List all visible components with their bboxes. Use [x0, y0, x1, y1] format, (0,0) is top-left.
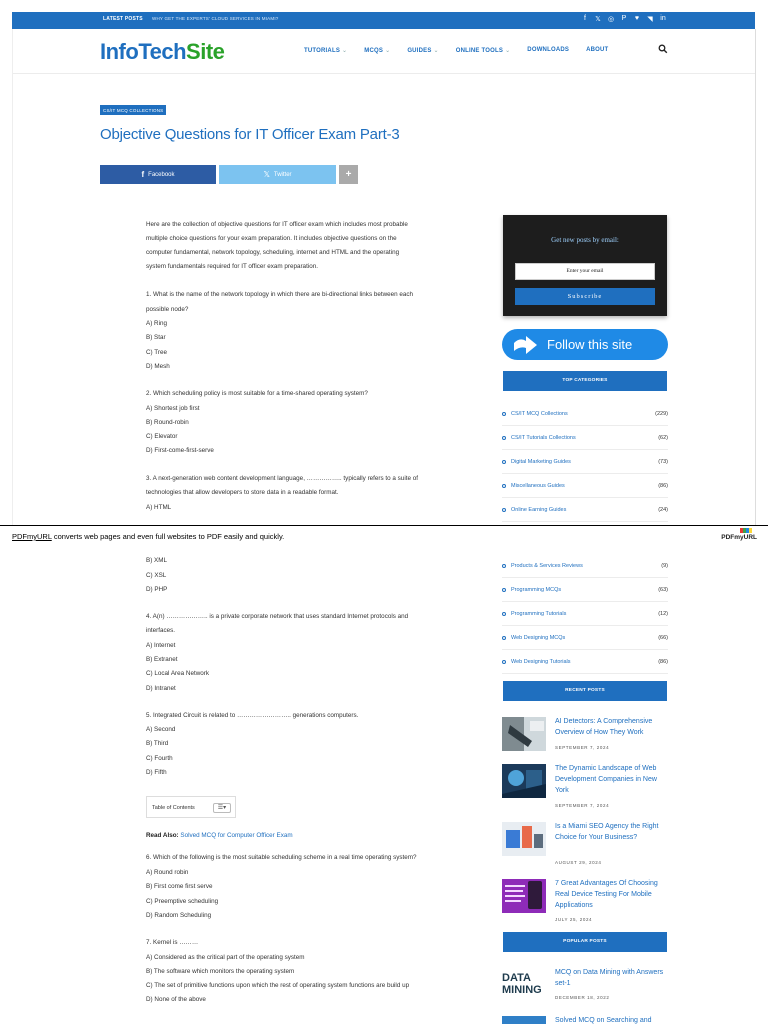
option: B) Extranet	[146, 656, 178, 663]
nav-guides[interactable]: GUIDES ⌄	[407, 48, 439, 54]
post-date: DECEMBER 18, 2022	[555, 995, 610, 1000]
category-item[interactable]: CS/IT Tutorials Collections (62)	[502, 426, 668, 450]
x-twitter-icon: 𝕏	[263, 170, 270, 179]
nav-downloads[interactable]: DOWNLOADS	[527, 47, 570, 53]
option: C) Elevator	[146, 433, 178, 440]
option: A) Round robin	[146, 869, 189, 876]
page-border-left	[12, 29, 13, 525]
post-title[interactable]: Solved MCQ on Searching and	[555, 1017, 652, 1024]
intro-line: Here are the collection of objective questions for IT officer exam which includes most probable	[146, 221, 408, 228]
share-twitter-button[interactable]: 𝕏 Twitter	[219, 165, 336, 184]
post-title[interactable]: AI Detectors: A Comprehensive Overview of How They Work	[555, 718, 653, 736]
post-title[interactable]: MCQ on Data Mining with Answers set-1	[555, 969, 664, 987]
option: A) Shortest job first	[146, 405, 200, 412]
email-subscribe-widget	[503, 215, 667, 316]
option: C) Preemptive scheduling	[146, 898, 219, 905]
top-categories-title: TOP CATEGORIES	[503, 371, 667, 391]
intro-line: computer fundamental, network topology, scheduling, internet and HTML and the operating	[146, 249, 400, 256]
table-of-contents[interactable]	[146, 796, 236, 818]
option: D) Fifth	[146, 769, 167, 776]
follow-arrow-icon	[512, 335, 538, 355]
question-4-cont: interfaces.	[146, 627, 176, 634]
option: C) XSL	[146, 572, 167, 579]
post-thumbnail[interactable]: DATA MINING	[502, 972, 542, 996]
intro-line: multiple choice questions for your exam preparation. It includes objective questions on the	[146, 235, 397, 242]
question-3-cont: technologies that allow developers to store data in a readable format.	[146, 489, 339, 496]
nav-tutorials[interactable]: TUTORIALS ⌄	[304, 48, 348, 54]
subscribe-heading: Get new posts by email:	[551, 236, 619, 244]
post-title[interactable]: The Dynamic Landscape of Web Development Companies in New York	[555, 765, 657, 794]
email-field[interactable]: Enter your email	[515, 263, 655, 280]
nav-about[interactable]: ABOUT	[586, 47, 609, 53]
option: A) Second	[146, 726, 176, 733]
category-badge[interactable]: CS/IT MCQ COLLECTIONS	[100, 105, 166, 115]
nav-mcqs[interactable]: MCQS ⌄	[364, 48, 391, 54]
pdfmyurl-brand[interactable]: PDFmyURL	[721, 534, 757, 541]
post-thumbnail[interactable]	[502, 1016, 546, 1024]
post-thumbnail[interactable]	[502, 879, 546, 913]
facebook-icon: f	[141, 170, 145, 179]
chevron-down-icon: ⌄	[505, 48, 511, 54]
post-title[interactable]: 7 Great Advantages Of Choosing Real Device Testing For Mobile Applications	[555, 880, 658, 909]
social-links	[581, 15, 667, 23]
category-item[interactable]: Products & Services Reviews (9)	[502, 554, 668, 578]
question-7: 7. Kernel is ………	[146, 939, 199, 946]
option: B) The software which monitors the operating system	[146, 968, 295, 975]
pdfmyurl-link[interactable]: PDFmyURL	[12, 532, 52, 541]
category-item[interactable]: Web Designing Tutorials (86)	[502, 650, 668, 674]
latest-posts-label: LATEST POSTS	[103, 16, 143, 22]
follow-site-button[interactable]: Follow this site	[502, 329, 668, 360]
instagram-icon[interactable]: ◎	[607, 16, 615, 23]
option: D) First-come-first-serve	[146, 447, 214, 454]
chevron-down-icon: ⌄	[433, 48, 439, 54]
category-item[interactable]: Programming Tutorials (12)	[502, 602, 668, 626]
pdf-banner: PDFmyURL converts web pages and even full websites to PDF easily and quickly. PDFmyURL	[0, 525, 768, 544]
option: C) The set of primitive functions upon which the rest of operating system functions are build up	[146, 982, 410, 989]
question-3: 3. A next-generation web content development language, …………….. typically refers to a suite of	[146, 475, 418, 482]
category-item[interactable]: Digital Marketing Guides (73)	[502, 450, 668, 474]
question-5: 5. Integrated Circuit is related to …………………….. generations computers.	[146, 712, 359, 719]
option: D) Random Scheduling	[146, 912, 212, 919]
option: A) Internet	[146, 642, 176, 649]
toc-toggle-icon[interactable]: ☰▾	[213, 803, 231, 813]
option: D) None of the above	[146, 996, 206, 1003]
chevron-down-icon: ⌄	[342, 48, 348, 54]
latest-post-ticker[interactable]: WHY GET THE EXPERTS' CLOUD SERVICES IN MIAMI?	[152, 16, 279, 21]
main-nav	[304, 47, 625, 54]
facebook-icon[interactable]: f	[584, 15, 586, 22]
post-date: SEPTEMBER 7, 2024	[555, 745, 610, 750]
post-date: AUGUST 29, 2024	[555, 860, 602, 865]
option: A) HTML	[146, 504, 172, 511]
category-item[interactable]: Programming MCQs (63)	[502, 578, 668, 602]
site-logo[interactable]: InfoTechSite	[100, 39, 225, 64]
category-item[interactable]: Web Designing MCQs (66)	[502, 626, 668, 650]
option: D) Mesh	[146, 363, 170, 370]
subscribe-button[interactable]: Subscribe	[515, 288, 655, 305]
rss-icon[interactable]: ◥	[647, 16, 653, 23]
pdfmyurl-logo-icon	[740, 528, 752, 533]
post-date: SEPTEMBER 7, 2024	[555, 803, 610, 808]
toc-label: Table of Contents	[152, 805, 195, 811]
chevron-down-icon: ⌄	[385, 48, 391, 54]
page-border-right	[755, 29, 756, 525]
post-thumbnail[interactable]	[502, 822, 546, 856]
option: D) PHP	[146, 586, 168, 593]
share-facebook-button[interactable]: f Facebook	[100, 165, 216, 184]
heart-icon[interactable]: ♥	[634, 15, 640, 22]
option: C) Tree	[146, 349, 167, 356]
site-header	[12, 29, 755, 74]
search-icon[interactable]	[658, 44, 668, 54]
option: C) Fourth	[146, 755, 173, 762]
question-2: 2. Which scheduling policy is most suitable for a time-shared operating system?	[146, 390, 368, 397]
option: B) Star	[146, 334, 166, 341]
option: C) Local Area Network	[146, 670, 209, 677]
option: D) Intranet	[146, 685, 176, 692]
option: B) First come first serve	[146, 883, 213, 890]
question-6: 6. Which of the following is the most suitable scheduling scheme in a real time operating system?	[146, 854, 417, 861]
read-also: Read Also: Solved MCQ for Computer Officer Exam	[146, 832, 293, 839]
intro-line: system fundamentals required for IT officer exam preparation.	[146, 263, 318, 270]
category-item[interactable]: CS/IT MCQ Collections (229)	[502, 402, 668, 426]
post-title[interactable]: Is a Miami SEO Agency the Right Choice for Your Business?	[555, 823, 659, 841]
option: A) Ring	[146, 320, 167, 327]
read-also-link[interactable]: Solved MCQ for Computer Officer Exam	[180, 832, 293, 839]
nav-online-tools[interactable]: ONLINE TOOLS ⌄	[455, 48, 511, 54]
question-4: 4. A(n) ……………….. is a private corporate network that uses standard Internet protocols and	[146, 613, 409, 620]
x-twitter-icon[interactable]: 𝕏	[595, 16, 601, 23]
category-item[interactable]: Online Earning Guides (24)	[502, 498, 668, 522]
post-thumbnail[interactable]	[502, 764, 546, 798]
option: B) XML	[146, 557, 167, 564]
top-bar	[12, 12, 755, 29]
category-item[interactable]: Miscellaneous Guides (86)	[502, 474, 668, 498]
question-1: 1. What is the name of the network topology in which there are bi-directional links between each	[146, 291, 414, 298]
post-thumbnail[interactable]	[502, 717, 546, 751]
popular-posts-title: POPULAR POSTS	[503, 932, 667, 952]
option: B) Third	[146, 740, 169, 747]
post-date: JULY 25, 2024	[555, 917, 593, 922]
recent-posts-title: RECENT POSTS	[503, 681, 667, 701]
option: A) Considered as the critical part of the operating system	[146, 954, 305, 961]
page-title: Objective Questions for IT Officer Exam Part-3	[100, 126, 400, 143]
linkedin-icon[interactable]: in	[660, 15, 666, 22]
pinterest-icon[interactable]: P	[621, 15, 627, 22]
share-more-button[interactable]: +	[339, 165, 358, 184]
question-1-cont: possible node?	[146, 306, 189, 313]
option: B) Round-robin	[146, 419, 189, 426]
